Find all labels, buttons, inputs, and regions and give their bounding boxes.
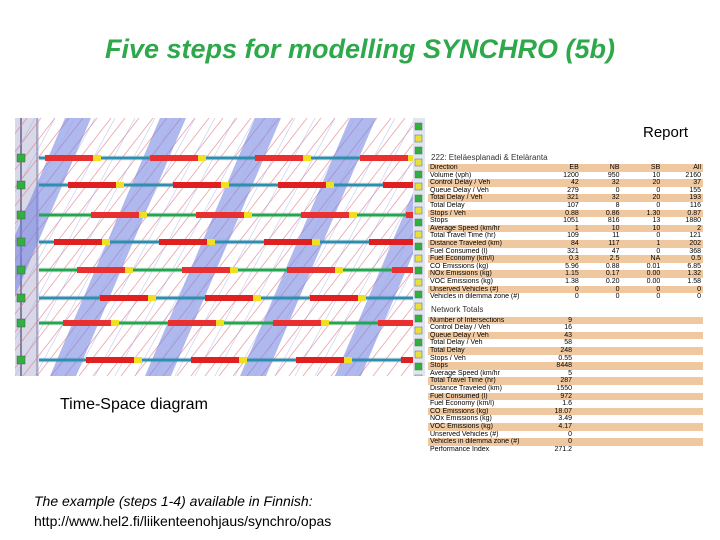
cell-all: 368 bbox=[689, 247, 701, 255]
red-phase-bar bbox=[264, 239, 312, 245]
cell-eb: 5.96 bbox=[565, 262, 579, 270]
spacer bbox=[574, 400, 703, 408]
row-label: Distance Traveled (km) bbox=[430, 385, 502, 393]
table-row bbox=[428, 377, 703, 385]
cell-nb: 816 bbox=[607, 217, 620, 225]
row-label: NOx Emissions (kg) bbox=[430, 415, 492, 423]
spacer bbox=[574, 355, 703, 363]
node-marker bbox=[415, 303, 422, 310]
row-label: Unserved Vehicles (#) bbox=[430, 430, 499, 438]
node-marker bbox=[415, 195, 422, 202]
spacer bbox=[574, 324, 703, 332]
cell-value: 1550 bbox=[556, 385, 572, 393]
row-label: Fuel Economy (km/l) bbox=[428, 255, 540, 263]
table-row bbox=[428, 263, 703, 271]
node-marker bbox=[415, 363, 422, 370]
cell-eb: 321 bbox=[567, 247, 579, 255]
node-marker bbox=[415, 207, 422, 214]
table-row bbox=[428, 400, 703, 408]
node-marker bbox=[415, 123, 422, 130]
node-marker bbox=[415, 279, 422, 286]
spacer bbox=[574, 393, 703, 401]
ruler-marker bbox=[17, 238, 25, 246]
row-label: Stops / Veh bbox=[430, 354, 466, 362]
table-row bbox=[428, 293, 703, 301]
ruler-marker bbox=[17, 181, 25, 189]
red-phase-bar bbox=[205, 295, 253, 301]
cell-all: 0.5 bbox=[662, 255, 703, 263]
table-row bbox=[428, 172, 703, 180]
red-phase-bar bbox=[301, 212, 349, 218]
cell-eb: 0.88 bbox=[540, 210, 581, 218]
red-phase-bar bbox=[360, 155, 408, 161]
row-label: Control Delay / Veh bbox=[428, 179, 540, 187]
yellow-phase-bar bbox=[344, 357, 352, 363]
yellow-phase-bar bbox=[244, 212, 252, 218]
table-row bbox=[428, 393, 703, 401]
cell-eb: 42 bbox=[540, 179, 581, 187]
ruler-marker bbox=[17, 356, 25, 364]
red-phase-bar bbox=[91, 212, 139, 218]
cell-sb: 10 bbox=[622, 225, 663, 233]
row-label: Total Travel Time (hr) bbox=[428, 377, 540, 385]
table-header-row bbox=[428, 164, 703, 172]
table-row bbox=[428, 415, 703, 423]
red-phase-bar bbox=[191, 357, 239, 363]
cell-sb: 13 bbox=[652, 217, 661, 225]
table-row bbox=[428, 248, 703, 256]
cell-sb: 0 bbox=[656, 293, 661, 301]
node-marker bbox=[415, 147, 422, 154]
cell-nb: 117 bbox=[581, 240, 622, 248]
cell-nb: 0.86 bbox=[581, 210, 622, 218]
table-row bbox=[428, 385, 703, 393]
row-label: Unserved Vehicles (#) bbox=[428, 286, 540, 294]
row-label: Distance Traveled (km) bbox=[428, 240, 540, 248]
spacer bbox=[574, 317, 703, 325]
cell-eb: 1.38 bbox=[565, 277, 579, 285]
node-marker bbox=[415, 327, 422, 334]
row-label: Total Delay / Veh bbox=[428, 194, 540, 202]
cell-value: 5 bbox=[568, 369, 572, 377]
node-marker bbox=[415, 255, 422, 262]
red-phase-bar bbox=[287, 267, 335, 273]
yellow-phase-bar bbox=[111, 320, 119, 326]
spacer bbox=[574, 385, 703, 393]
slide-title: Five steps for modelling SYNCHRO (5b) bbox=[104, 34, 616, 64]
row-label: Vehicles in dilemma zone (#) bbox=[428, 438, 540, 446]
table-row bbox=[428, 179, 703, 187]
spacer bbox=[574, 332, 703, 340]
cell-sb: 1.30 bbox=[622, 210, 663, 218]
cell-nb: 10 bbox=[581, 225, 622, 233]
cell-nb: 32 bbox=[581, 179, 622, 187]
cell-eb: 84 bbox=[540, 240, 581, 248]
yellow-phase-bar bbox=[326, 182, 334, 188]
table-row bbox=[428, 362, 703, 370]
yellow-phase-bar bbox=[134, 357, 142, 363]
cell-value: 1.6 bbox=[562, 400, 572, 408]
row-label: VOC Emissions (kg) bbox=[428, 423, 540, 431]
cell-eb: 279 bbox=[567, 186, 579, 194]
node-marker bbox=[415, 339, 422, 346]
node-marker bbox=[415, 351, 422, 358]
cell-all: 202 bbox=[662, 240, 703, 248]
cell-eb: 1 bbox=[540, 225, 581, 233]
cell-sb: 0 bbox=[656, 247, 661, 255]
cell-nb: 950 bbox=[607, 171, 620, 179]
cell-nb: 2.5 bbox=[581, 255, 622, 263]
row-label: Stops / Veh bbox=[428, 210, 540, 218]
column-header: EB bbox=[540, 164, 581, 172]
cell-all: 116 bbox=[689, 201, 701, 209]
cell-value: 271.2 bbox=[554, 445, 572, 453]
spacer bbox=[574, 347, 703, 355]
cell-all: 1.32 bbox=[662, 270, 703, 278]
cell-value: 9 bbox=[540, 317, 574, 325]
cell-all: 2160 bbox=[685, 171, 701, 179]
node-marker bbox=[415, 243, 422, 250]
table-row bbox=[428, 210, 703, 218]
ruler-marker bbox=[17, 319, 25, 327]
cell-nb: 0.17 bbox=[581, 270, 622, 278]
row-label: Number of Intersections bbox=[428, 317, 540, 325]
cell-eb: 1200 bbox=[563, 171, 579, 179]
row-label: Stops bbox=[428, 362, 540, 370]
cell-all: 0 bbox=[662, 286, 703, 294]
cell-nb: 0 bbox=[615, 186, 620, 194]
table-row bbox=[428, 423, 703, 431]
table-row bbox=[428, 408, 703, 416]
cell-all: 121 bbox=[689, 232, 701, 240]
yellow-phase-bar bbox=[102, 239, 110, 245]
ruler-marker bbox=[17, 266, 25, 274]
cell-value: 0 bbox=[568, 430, 572, 438]
cell-sb: 0 bbox=[622, 286, 663, 294]
row-label: CO Emissions (kg) bbox=[428, 408, 540, 416]
row-label: Total Delay / Veh bbox=[430, 339, 483, 347]
spacer bbox=[574, 377, 703, 385]
column-header: Direction bbox=[428, 164, 540, 172]
cell-all: 1880 bbox=[685, 217, 701, 225]
cell-eb: 0 bbox=[540, 286, 581, 294]
table-row bbox=[428, 431, 703, 439]
table-row bbox=[428, 187, 703, 195]
yellow-phase-bar bbox=[312, 239, 320, 245]
red-phase-bar bbox=[273, 320, 321, 326]
ruler-marker bbox=[17, 294, 25, 302]
cell-value: 287 bbox=[540, 377, 574, 385]
red-phase-bar bbox=[278, 182, 326, 188]
red-phase-bar bbox=[159, 239, 207, 245]
cell-sb: NA bbox=[622, 255, 663, 263]
example-note bbox=[34, 491, 331, 531]
red-phase-bar bbox=[182, 267, 230, 273]
red-phase-bar bbox=[63, 320, 111, 326]
yellow-phase-bar bbox=[116, 182, 124, 188]
cell-value: 43 bbox=[540, 332, 574, 340]
cell-value: 0 bbox=[540, 438, 574, 446]
cell-nb: 32 bbox=[581, 194, 622, 202]
node-marker bbox=[415, 315, 422, 322]
ruler-marker bbox=[17, 211, 25, 219]
node-marker bbox=[415, 375, 422, 376]
cell-all: 6.85 bbox=[687, 262, 701, 270]
row-label: Total Travel Time (hr) bbox=[430, 232, 496, 240]
yellow-phase-bar bbox=[216, 320, 224, 326]
table-row bbox=[428, 438, 703, 446]
node-marker bbox=[415, 159, 422, 166]
cell-sb: 10 bbox=[652, 171, 661, 179]
cell-value: 248 bbox=[540, 347, 574, 355]
row-label: Vehicles in dilemma zone (#) bbox=[430, 293, 520, 301]
table-row bbox=[428, 332, 703, 340]
cell-nb: 11 bbox=[612, 232, 620, 240]
cell-sb: 0.00 bbox=[622, 270, 663, 278]
cell-all: 1.58 bbox=[687, 277, 701, 285]
spacer bbox=[574, 423, 703, 431]
yellow-phase-bar bbox=[358, 295, 366, 301]
cell-sb: 0 bbox=[656, 186, 661, 194]
node-marker bbox=[415, 231, 422, 238]
column-header: NB bbox=[581, 164, 622, 172]
cell-sb: 20 bbox=[622, 179, 663, 187]
spacer bbox=[574, 415, 703, 423]
cell-nb: 8 bbox=[615, 201, 620, 209]
table-row bbox=[428, 446, 703, 454]
spacer bbox=[574, 446, 703, 454]
cell-nb: 0.20 bbox=[605, 277, 620, 285]
cell-nb: 47 bbox=[611, 247, 620, 255]
cell-nb: 0.88 bbox=[605, 262, 620, 270]
cell-value: 0.55 bbox=[558, 354, 572, 362]
cell-value: 3.49 bbox=[558, 415, 572, 423]
table-row bbox=[428, 347, 703, 355]
time-space-label: Time-Space diagram bbox=[60, 396, 208, 413]
note-url: http://www.hel2.fi/liikenteenohjaus/synchro/opas bbox=[34, 513, 332, 529]
table-row bbox=[428, 270, 703, 278]
yellow-phase-bar bbox=[198, 155, 206, 161]
red-phase-bar bbox=[255, 155, 303, 161]
report-panel bbox=[428, 152, 703, 514]
row-label: Stops bbox=[430, 217, 448, 225]
yellow-phase-bar bbox=[321, 320, 329, 326]
red-phase-bar bbox=[45, 155, 93, 161]
intersection-title: 222: Eteläesplanadi & Eteläranta bbox=[431, 153, 548, 162]
table-row bbox=[428, 255, 703, 263]
cell-all: 37 bbox=[662, 179, 703, 187]
cell-all: 155 bbox=[689, 186, 701, 194]
cell-eb: 0.3 bbox=[540, 255, 581, 263]
yellow-phase-bar bbox=[230, 267, 238, 273]
cell-eb: 0 bbox=[574, 293, 579, 301]
table-row bbox=[428, 194, 703, 202]
report-label: Report bbox=[643, 124, 689, 141]
note-line-1: The example (steps 1-4) available in Finnish: bbox=[34, 493, 313, 509]
spacer bbox=[574, 431, 703, 439]
table-row bbox=[428, 286, 703, 294]
spacer bbox=[574, 339, 703, 347]
yellow-phase-bar bbox=[349, 212, 357, 218]
cell-value: 4.17 bbox=[540, 423, 574, 431]
ruler-marker bbox=[17, 154, 25, 162]
yellow-phase-bar bbox=[139, 212, 147, 218]
spacer bbox=[574, 362, 703, 370]
yellow-phase-bar bbox=[207, 239, 215, 245]
row-label: Queue Delay / Veh bbox=[428, 332, 540, 340]
cell-sb: 0 bbox=[656, 232, 661, 240]
cell-value: 58 bbox=[564, 339, 572, 347]
table-row bbox=[428, 339, 703, 347]
red-phase-bar bbox=[310, 295, 358, 301]
cell-value: 972 bbox=[540, 393, 574, 401]
direction-table bbox=[428, 164, 703, 301]
row-label: Average Speed (km/hr bbox=[430, 369, 500, 377]
red-phase-bar bbox=[77, 267, 125, 273]
table-row bbox=[428, 355, 703, 363]
node-marker bbox=[415, 291, 422, 298]
yellow-phase-bar bbox=[221, 182, 229, 188]
row-label: Performance Index bbox=[430, 445, 490, 453]
row-label: VOC Emissions (kg) bbox=[430, 277, 494, 285]
node-marker bbox=[415, 219, 422, 226]
network-table bbox=[428, 317, 703, 454]
cell-eb: 1.15 bbox=[540, 270, 581, 278]
yellow-phase-bar bbox=[253, 295, 261, 301]
network-totals-title: Network Totals bbox=[431, 304, 484, 314]
yellow-phase-bar bbox=[335, 267, 343, 273]
red-phase-bar bbox=[173, 182, 221, 188]
row-label: Queue Delay / Veh bbox=[430, 186, 489, 194]
yellow-phase-bar bbox=[148, 295, 156, 301]
node-marker bbox=[415, 171, 422, 178]
row-label: Volume (vph) bbox=[430, 171, 472, 179]
table-row bbox=[428, 217, 703, 225]
cell-value: 16 bbox=[564, 324, 572, 332]
yellow-phase-bar bbox=[303, 155, 311, 161]
row-label: Total Delay bbox=[428, 347, 540, 355]
row-label: Control Delay / Veh bbox=[430, 324, 491, 332]
cell-eb: 1051 bbox=[563, 217, 579, 225]
cell-eb: 107 bbox=[567, 201, 579, 209]
yellow-phase-bar bbox=[239, 357, 247, 363]
cell-all: 2 bbox=[662, 225, 703, 233]
cell-sb: 1 bbox=[622, 240, 663, 248]
cell-eb: 109 bbox=[567, 232, 579, 240]
table-row bbox=[428, 370, 703, 378]
red-phase-bar bbox=[150, 155, 198, 161]
cell-eb: 321 bbox=[540, 194, 581, 202]
table-row bbox=[428, 324, 703, 332]
cell-all: 193 bbox=[662, 194, 703, 202]
red-phase-bar bbox=[296, 357, 344, 363]
row-label: CO Emissions (kg) bbox=[430, 262, 489, 270]
spacer bbox=[574, 438, 703, 446]
row-label: NOx Emissions (kg) bbox=[428, 270, 540, 278]
yellow-phase-bar bbox=[93, 155, 101, 161]
red-phase-bar bbox=[68, 182, 116, 188]
cell-value: 18.07 bbox=[540, 408, 574, 416]
row-label: Fuel Consumed (l) bbox=[430, 247, 488, 255]
red-phase-bar bbox=[168, 320, 216, 326]
row-label: Average Speed (km/hr bbox=[428, 225, 540, 233]
yellow-phase-bar bbox=[125, 267, 133, 273]
node-marker bbox=[415, 183, 422, 190]
table-row bbox=[428, 232, 703, 240]
table-row bbox=[428, 225, 703, 233]
cell-sb: 0.00 bbox=[646, 277, 661, 285]
spacer bbox=[574, 370, 703, 378]
red-phase-bar bbox=[54, 239, 102, 245]
cell-sb: 0 bbox=[656, 201, 661, 209]
table-row bbox=[428, 240, 703, 248]
column-header: SB bbox=[622, 164, 663, 172]
table-row bbox=[428, 317, 703, 325]
cell-nb: 0 bbox=[615, 293, 620, 301]
table-row bbox=[428, 202, 703, 210]
cell-sb: 20 bbox=[622, 194, 663, 202]
table-row bbox=[428, 278, 703, 286]
cell-nb: 0 bbox=[581, 286, 622, 294]
column-header: All bbox=[662, 164, 703, 172]
time-space-svg bbox=[15, 118, 425, 376]
spacer bbox=[574, 408, 703, 416]
red-phase-bar bbox=[369, 239, 417, 245]
row-label: Fuel Consumed (l) bbox=[428, 393, 540, 401]
row-label: Total Delay bbox=[430, 201, 465, 209]
row-label: Fuel Economy (km/l) bbox=[430, 400, 495, 408]
red-phase-bar bbox=[100, 295, 148, 301]
cell-all: 0 bbox=[697, 293, 701, 301]
cell-sb: 0.01 bbox=[646, 262, 661, 270]
node-marker bbox=[415, 267, 422, 274]
cell-all: 0.87 bbox=[662, 210, 703, 218]
cell-value: 8448 bbox=[540, 362, 574, 370]
red-phase-bar bbox=[86, 357, 134, 363]
node-marker bbox=[415, 135, 422, 142]
red-phase-bar bbox=[196, 212, 244, 218]
time-space-diagram bbox=[15, 118, 425, 376]
